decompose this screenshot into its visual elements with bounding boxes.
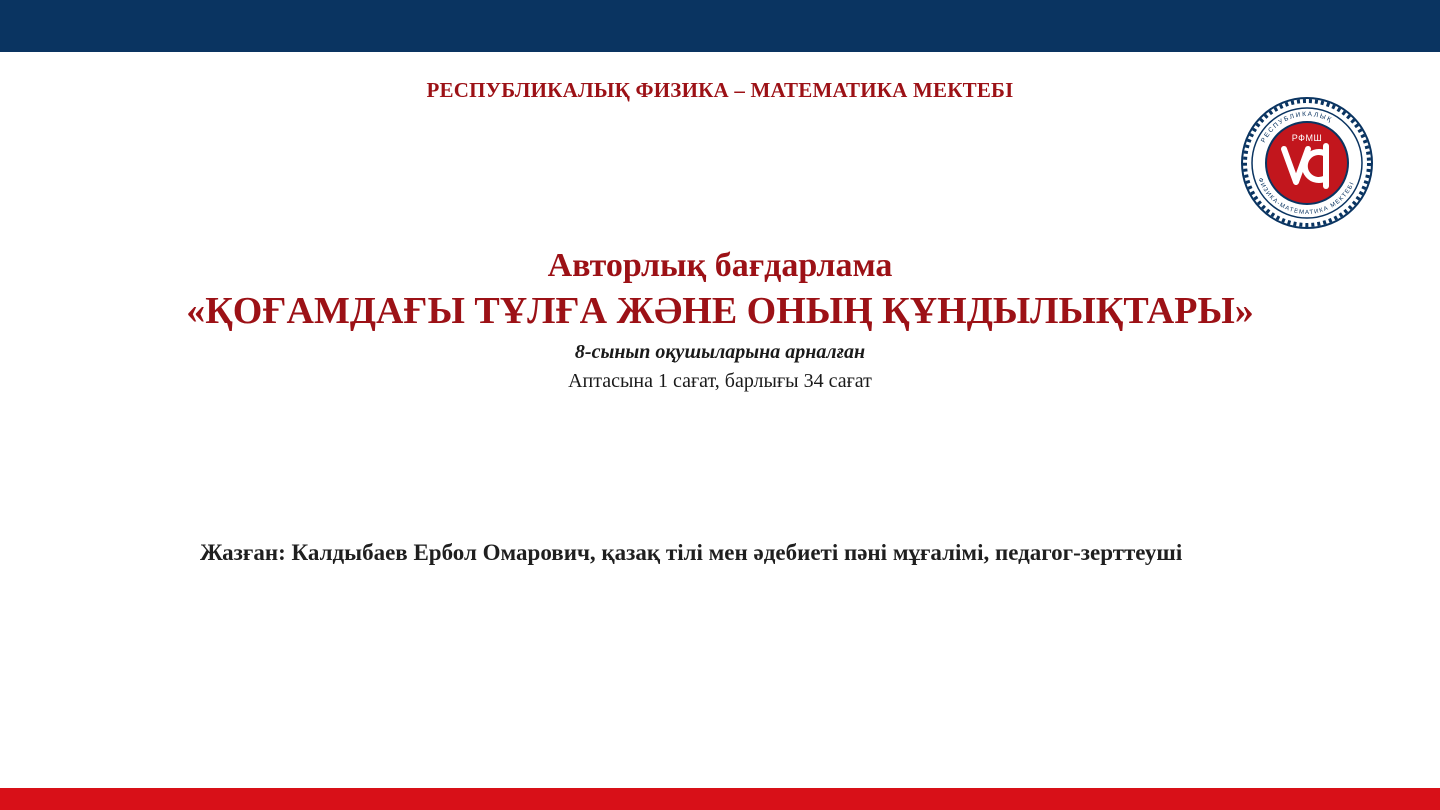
svg-text:РФМШ: РФМШ (1291, 133, 1323, 143)
grade-subtitle: 8-сынып оқушыларына арналған (574, 341, 866, 363)
school-name-header: РЕСПУБЛИКАЛЫҚ ФИЗИКА – МАТЕМАТИКА МЕКТЕБІ (426, 78, 1014, 102)
top-decorative-bar (0, 0, 1440, 52)
title-block (0, 245, 1440, 395)
rfmsh-seal-logo-icon (1240, 96, 1374, 230)
program-title-line-1: Авторлық бағдарлама (547, 247, 893, 284)
svg-text:ФИЗИКА-МАТЕМАТИКА МЕКТЕБІ: ФИЗИКА-МАТЕМАТИКА МЕКТЕБІ (1256, 177, 1357, 217)
program-title-line-2: «ҚОҒАМДАҒЫ ТҰЛҒА ЖӘНЕ ОНЫҢ ҚҰНДЫЛЫҚТАРЫ» (186, 290, 1254, 332)
bottom-decorative-bar (0, 788, 1440, 810)
hours-subtitle: Аптасына 1 сағат, барлығы 34 сағат (568, 370, 872, 392)
svg-text:РЕСПУБЛИКАЛЫҚ: РЕСПУБЛИКАЛЫҚ (1259, 110, 1334, 144)
author-credit: Жазған: Калдыбаев Ербол Омарович, қазақ тілі мен әдебиеті пәні мұғалімі, педагог-зерттеуші (200, 540, 1183, 565)
